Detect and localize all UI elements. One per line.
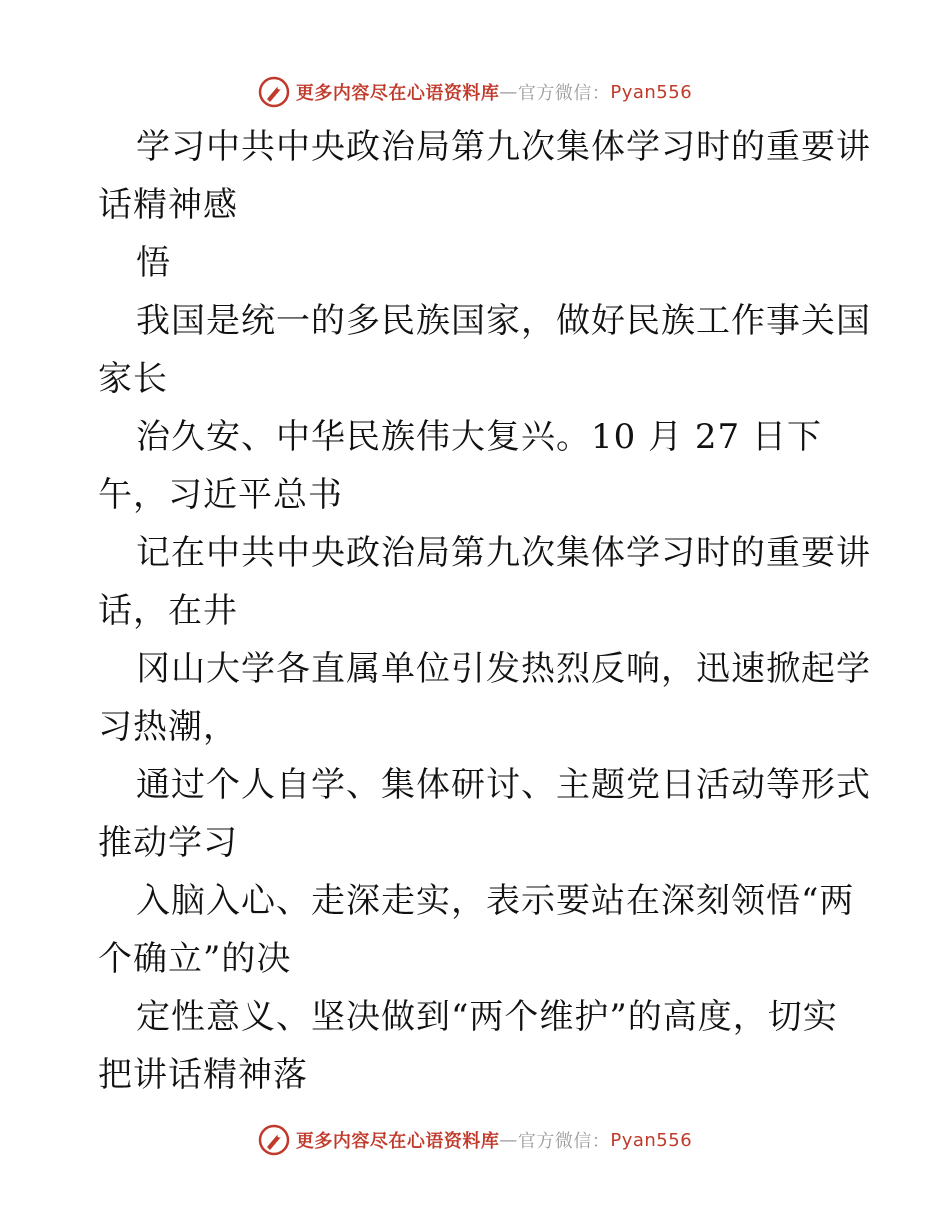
footer-banner	[0, 1120, 950, 1160]
banner-wechat-id: Pyan556	[610, 81, 693, 103]
paragraph-line: 冈山大学各直属单位引发热烈反响，迅速掀起学	[136, 649, 871, 689]
paragraph-line: 推动学习	[98, 823, 238, 863]
banner-label: 官方微信：	[517, 83, 611, 104]
paragraph-line: 习热潮，	[98, 707, 238, 747]
paragraph-line: 通过个人自学、集体研讨、主题党日活动等形式	[136, 765, 871, 805]
pen-logo-icon	[258, 1124, 290, 1156]
document-body	[98, 118, 871, 1104]
title-line: 话精神感	[98, 185, 238, 225]
paragraph-line: 话，在井	[98, 591, 238, 631]
banner-label: 官方微信：	[517, 1131, 611, 1152]
paragraph-line: 我国是统一的多民族国家，做好民族工作事关国	[136, 301, 871, 341]
title-line: 学习中共中央政治局第九次集体学习时的重要讲	[136, 127, 871, 167]
banner-wechat-id: Pyan556	[610, 1129, 693, 1151]
paragraph-line: 入脑入心、走深走实，表示要站在深刻领悟“两	[136, 881, 855, 921]
paragraph-line: 把讲话精神落	[98, 1055, 308, 1095]
banner-dash: —	[499, 1129, 518, 1151]
paragraph-line: 治久安、中华民族伟大复兴。10 月 27 日下	[136, 417, 822, 457]
title-line: 悟	[136, 243, 171, 283]
paragraph-line: 记在中共中央政治局第九次集体学习时的重要讲	[136, 533, 871, 573]
header-banner	[0, 72, 950, 112]
paragraph-line: 家长	[98, 359, 168, 399]
pen-logo-icon	[258, 76, 290, 108]
banner-main-text: 更多内容尽在心语资料库	[295, 1131, 500, 1152]
paragraph-line: 个确立”的决	[98, 939, 292, 979]
banner-main-text: 更多内容尽在心语资料库	[295, 83, 500, 104]
paragraph-line: 午，习近平总书	[98, 475, 343, 515]
banner-dash: —	[499, 81, 518, 103]
paragraph-line: 定性意义、坚决做到“两个维护”的高度，切实	[136, 997, 838, 1037]
